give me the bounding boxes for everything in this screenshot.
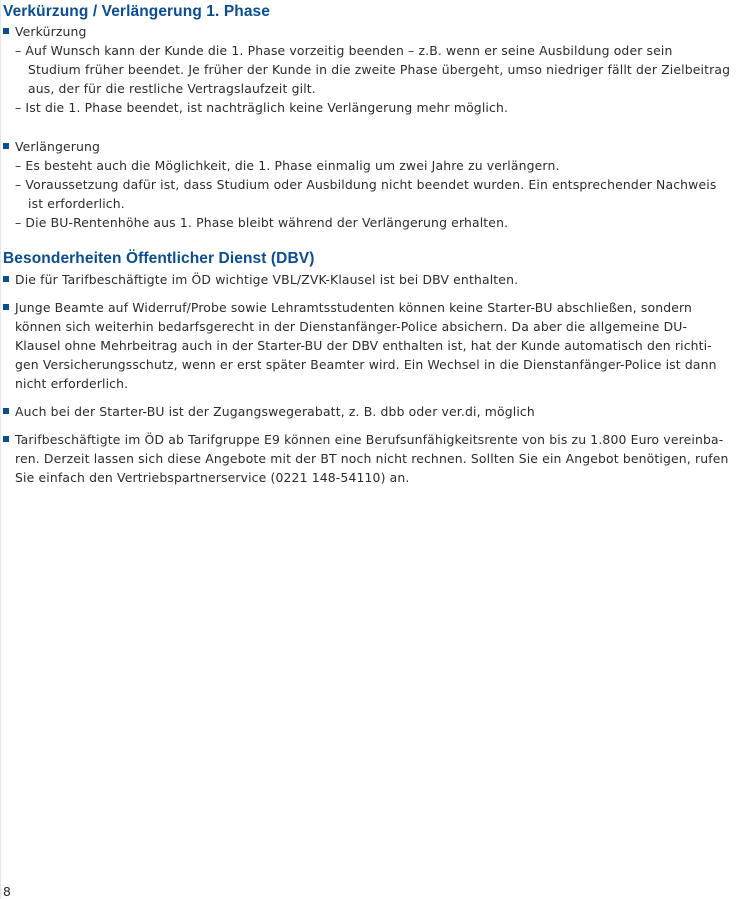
list-item-line: Klausel ohne Mehrbeitrag auch in der Starter-BU der DBV enthalten ist, hat der Kunde automatisch den richti- <box>15 338 712 353</box>
list-item-label-verkuerzung: Verkürzung <box>15 24 87 39</box>
list-item-line: Junge Beamte auf Widerruf/Probe sowie Lehramtsstudenten können keine Starter-BU abschließen, sondern <box>15 300 693 315</box>
sub-item-line: – Die BU-Rentenhöhe aus 1. Phase bleibt während der Verlängerung erhalten. <box>15 215 509 230</box>
bullet-square-icon <box>3 143 9 149</box>
sub-item-line: ist erforderlich. <box>28 196 125 211</box>
list-item-line: nicht erforderlich. <box>15 376 129 391</box>
list-item-line: ren. Derzeit lassen sich diese Angebote mit der BT noch nicht rechnen. Sollten Sie ein Angebot benötigen, rufen <box>15 451 729 466</box>
list-item-line: Sie einfach den Vertriebspartnerservice (0221 148-54110) an. <box>15 470 410 485</box>
bullet-square-icon <box>3 28 9 34</box>
sub-item-line: – Es besteht auch die Möglichkeit, die 1. Phase einmalig um zwei Jahre zu verlängern. <box>15 158 560 173</box>
sub-item-line: Studium früher beendet. Je früher der Kunde in die zweite Phase übergeht, umso niedriger fällt der Zielbeitrag <box>28 62 731 77</box>
list-item-label-verlaengerung: Verlängerung <box>15 139 101 154</box>
list-item-line: können sich weiterhin bedarfsgerecht in der Dienstanfänger-Police absichern. Da aber die allgemeine DU- <box>15 319 688 334</box>
page-number: 8 <box>3 884 11 899</box>
bullet-square-icon <box>3 304 9 310</box>
sub-item-line: aus, der für die restliche Vertragslaufzeit gilt. <box>28 81 316 96</box>
sub-item-line: – Voraussetzung dafür ist, dass Studium oder Ausbildung nicht beendet wurden. Ein entsprechender Nachweis <box>15 177 717 192</box>
list-item-line: gen Versicherungsschutz, wenn er erst später Beamter wird. Ein Wechsel in die Dienstanfänger-Police ist dann <box>15 357 717 372</box>
list-item-line: Auch bei der Starter-BU ist der Zugangswegerabatt, z. B. dbb oder ver.di, möglich <box>15 404 535 419</box>
bullet-square-icon <box>3 436 9 442</box>
section-heading-dbv: Besonderheiten Öffentlicher Dienst (DBV) <box>3 250 315 267</box>
bullet-square-icon <box>3 408 9 414</box>
list-item-line: Die für Tarifbeschäftigte im ÖD wichtige VBL/ZVK-Klausel ist bei DBV enthalten. <box>15 272 519 287</box>
sub-item-line: – Ist die 1. Phase beendet, ist nachträglich keine Verlängerung mehr möglich. <box>15 100 509 115</box>
sub-item-line: – Auf Wunsch kann der Kunde die 1. Phase vorzeitig beenden – z.B. wenn er seine Ausbildung oder sein <box>15 43 673 58</box>
bullet-square-icon <box>3 276 9 282</box>
list-item-line: Tarifbeschäftigte im ÖD ab Tarifgruppe E9 können eine Berufsunfähigkeitsrente von bis zu 1.800 Euro vereinba- <box>15 432 724 447</box>
section-heading-phase: Verkürzung / Verlängerung 1. Phase <box>3 3 270 20</box>
